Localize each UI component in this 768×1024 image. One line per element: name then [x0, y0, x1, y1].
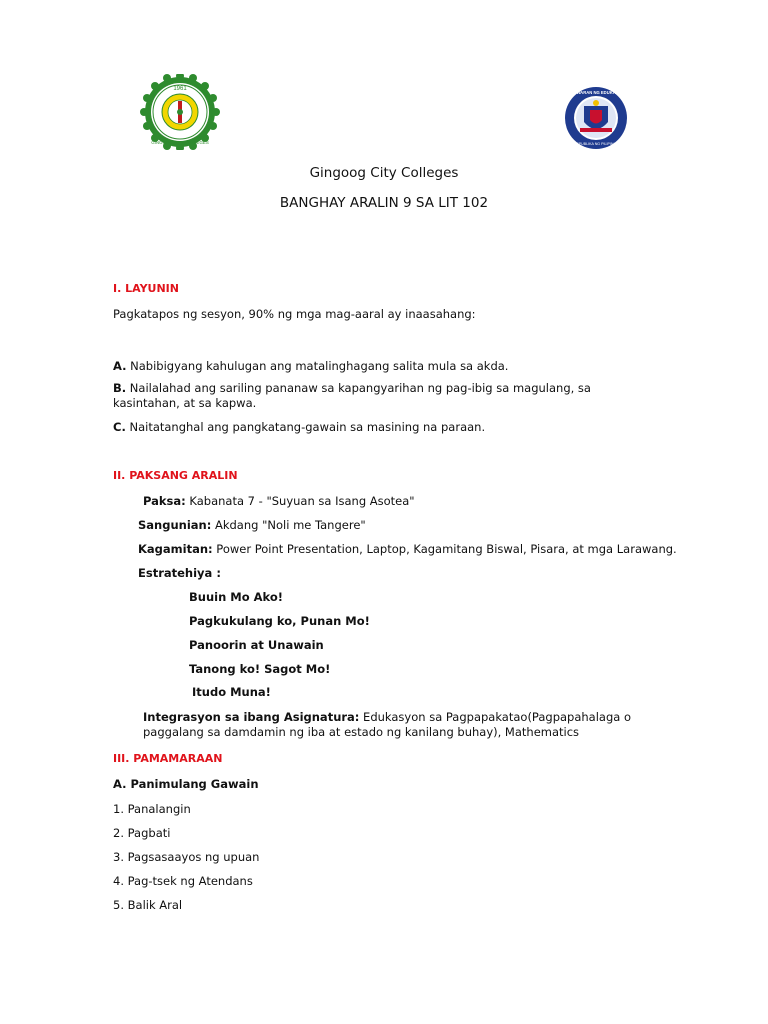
procedure-step: 5. Balik Aral [113, 898, 183, 912]
field-value: Akdang "Noli me Tangere" [211, 518, 366, 532]
field-label: Paksa: [143, 494, 186, 508]
section-heading-pamamaraan: III. PAMAMARAAN [113, 752, 223, 765]
objective-letter: A. [113, 359, 127, 373]
field-label: Kagamitan: [138, 542, 213, 556]
objective-text: Naitatanghal ang pangkatang-gawain sa masining na paraan. [125, 420, 486, 434]
objective-text: Nabibigyang kahulugan ang matalinghagang salita mula sa akda. [126, 359, 509, 373]
strategy-item: Buuin Mo Ako! [189, 590, 284, 604]
paksa-line [143, 494, 415, 508]
field-label: Sangunian: [138, 518, 212, 532]
layunin-intro: Pagkatapos ng sesyon, 90% ng mga mag-aaral ay inaasahang: [113, 307, 476, 321]
procedure-step: 4. Pag-tsek ng Atendans [113, 874, 253, 888]
objective-letter: C. [113, 420, 126, 434]
school-name: Gingoog City Colleges [309, 165, 459, 181]
procedure-step: 3. Pagsasaayos ng upuan [113, 850, 260, 864]
seal-year-text: 1961 [173, 86, 187, 92]
field-value: Power Point Presentation, Laptop, Kagamitang Biswal, Pisara, at mga Larawang. [212, 542, 677, 556]
strategy-item: Panoorin at Unawain [189, 638, 324, 652]
field-value: Kabanata 7 - "Suyuan sa Isang Asotea" [185, 494, 415, 508]
objective-letter: B. [113, 381, 127, 395]
strategy-item: Tanong ko! Sagot Mo! [189, 662, 331, 676]
gingoog-city-colleges-seal-icon [133, 74, 227, 150]
procedure-step: 1. Panalangin [113, 802, 191, 816]
field-label: Estratehiya : [138, 566, 221, 580]
strategy-item: Itudo Muna! [192, 685, 271, 699]
objective-item [113, 420, 485, 434]
kagamitan-line [138, 542, 677, 556]
section-heading-layunin: I. LAYUNIN [113, 282, 179, 295]
field-value: Edukasyon sa Pagpapakatao(Pagpapahalaga o paggalang sa damdamin ng iba at estado ng kanilang buhay), Mathematics [143, 710, 632, 739]
seal-ring-text: GINGOOG CITY COLLEGES [151, 140, 209, 145]
field-label: Integrasyon sa ibang Asignatura: [143, 710, 360, 724]
document-title: BANGHAY ARALIN 9 SA LIT 102 [279, 195, 489, 211]
integrasyon-line [143, 710, 658, 740]
estratehiya-line [138, 566, 221, 580]
deped-ring-top-text: KAGAWARAN NG EDUKASYON [564, 90, 628, 95]
section-heading-paksang-aralin: II. PAKSANG ARALIN [113, 469, 238, 482]
deped-seal-icon [553, 86, 639, 150]
deped-ring-bottom-text: REPUBLIKA NG PILIPINAS [573, 142, 619, 146]
subheading-panimulang-gawain: A. Panimulang Gawain [113, 777, 259, 791]
strategy-item: Pagkukulang ko, Punan Mo! [189, 614, 370, 628]
sangunian-line [138, 518, 366, 532]
objective-text: Nailalahad ang sariling pananaw sa kapangyarihan ng pag-ibig sa magulang, sa kasintahan, at sa kapwa. [113, 381, 591, 410]
procedure-step: 2. Pagbati [113, 826, 171, 840]
objective-item [113, 359, 508, 373]
objective-item [113, 381, 658, 411]
